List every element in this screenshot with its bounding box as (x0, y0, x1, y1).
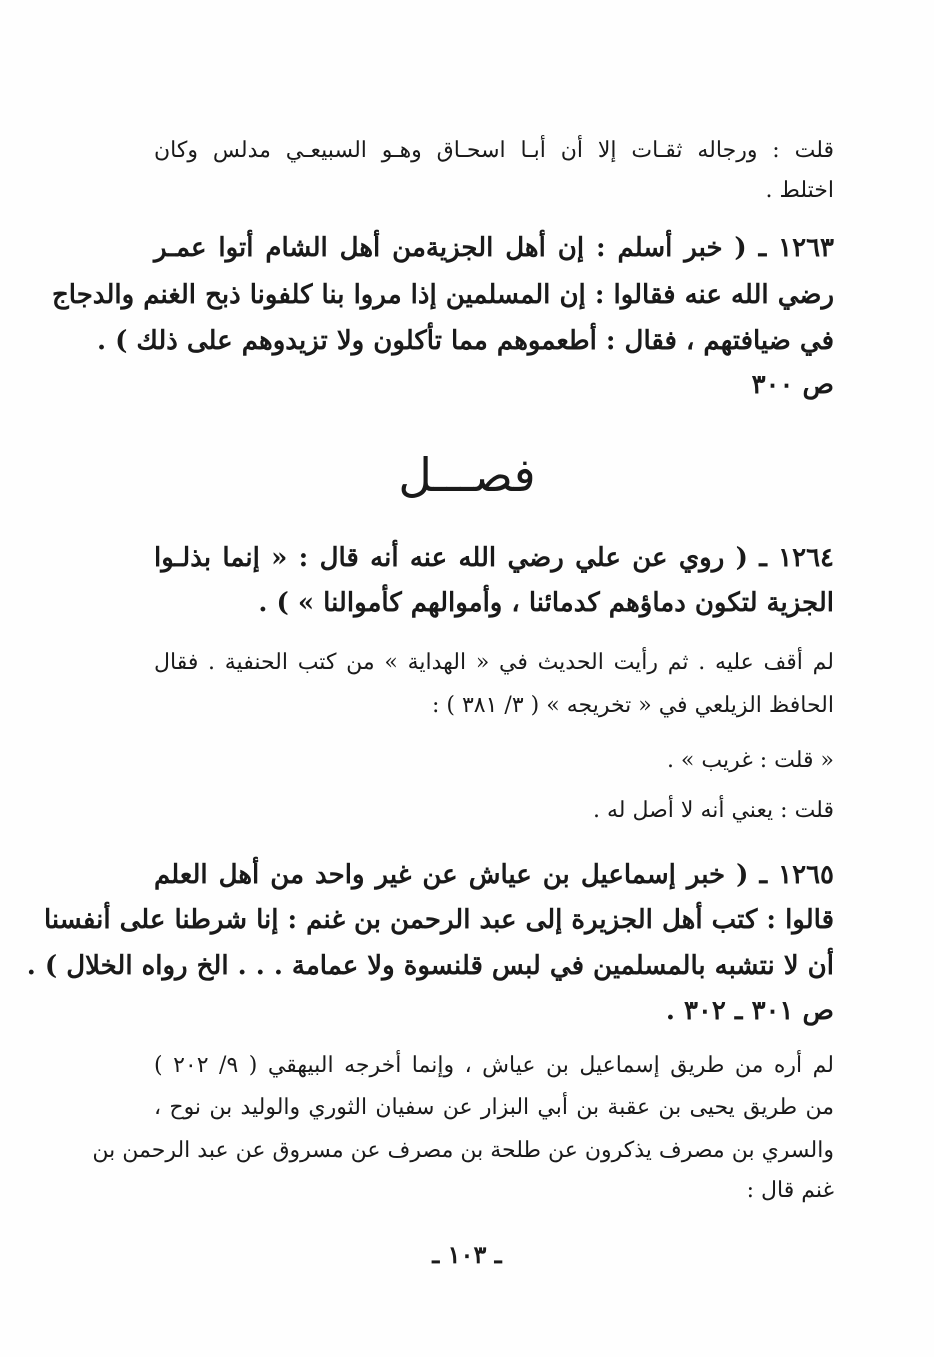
hadith-text-line: ١٢٦٥ ـ ( خبر إسماعيل بن عياش عن غير واحد من أهل العلم (154, 860, 834, 890)
text-line: غنم قال : (746, 1178, 834, 1203)
hadith-text-line: قالوا : كتب أهل الجزيرة إلى عبد الرحمن بن غنم : إنا شرطنا على أنفسنا (43, 905, 834, 935)
text-line: قلت : ورجاله ثقـات إلا أن أبـا اسحـاق وهـو السبيعـي مدلس وكان (154, 138, 834, 163)
page-number: ـ ١٠٣ ـ (432, 1240, 502, 1269)
text-line: قلت : يعني أنه لا أصل له . (592, 798, 834, 823)
hadith-text-line: أن لا نتشبه بالمسلمين في لبس قلنسوة ولا عمامة . . . الخ رواه الخلال ) . (26, 951, 834, 981)
page-reference: ص ٣٠١ ـ ٣٠٢ . (665, 996, 834, 1026)
page-reference: ص ٣٠٠ (751, 370, 834, 400)
hadith-text-line: ١٢٦٤ ـ ( روي عن علي رضي الله عنه أنه قال : « إنما بذلـوا (154, 543, 834, 573)
text-line: من طريق يحيى بن عقبة بن أبي البزار عن سفيان الثوري والوليد بن نوح ، (154, 1095, 834, 1120)
text-line: لم أره من طريق إسماعيل بن عياش ، وإنما أخرجه البيهقي ( ٩/ ٢٠٢ ) (154, 1053, 835, 1078)
text-line: الحافظ الزيلعي في « تخريجه » ( ٣/ ٣٨١ ) : (432, 693, 834, 718)
text-line: اختلط . (765, 178, 834, 203)
text-line: والسري بن مصرف يذكرون عن طلحة بن مصرف عن مسروق عن عبد الرحمن بن (92, 1138, 834, 1163)
quote-line: « قلت : غريب » . (666, 748, 834, 773)
hadith-text-line: رضي الله عنه فقالوا : إن المسلمين إذا مروا بنا كلفونا ذبح الغنم والدجاج (52, 280, 834, 310)
section-heading: فصـــل (398, 448, 536, 502)
hadith-text-line: في ضيافتهم ، فقال : أطعموهم مما تأكلون ولا تزيدوهم على ذلك ) . (96, 326, 834, 356)
text-line: لم أقف عليه . ثم رأيت الحديث في « الهداية » من كتب الحنفية . فقال (154, 650, 834, 675)
hadith-text-line: ١٢٦٣ ـ ( خبر أسلم : إن أهل الجزيةمن أهل الشام أتوا عمـر (154, 233, 834, 263)
hadith-text-line: الجزية لتكون دماؤهم كدمائنا ، وأموالهم كأموالنا » ) . (258, 588, 834, 618)
